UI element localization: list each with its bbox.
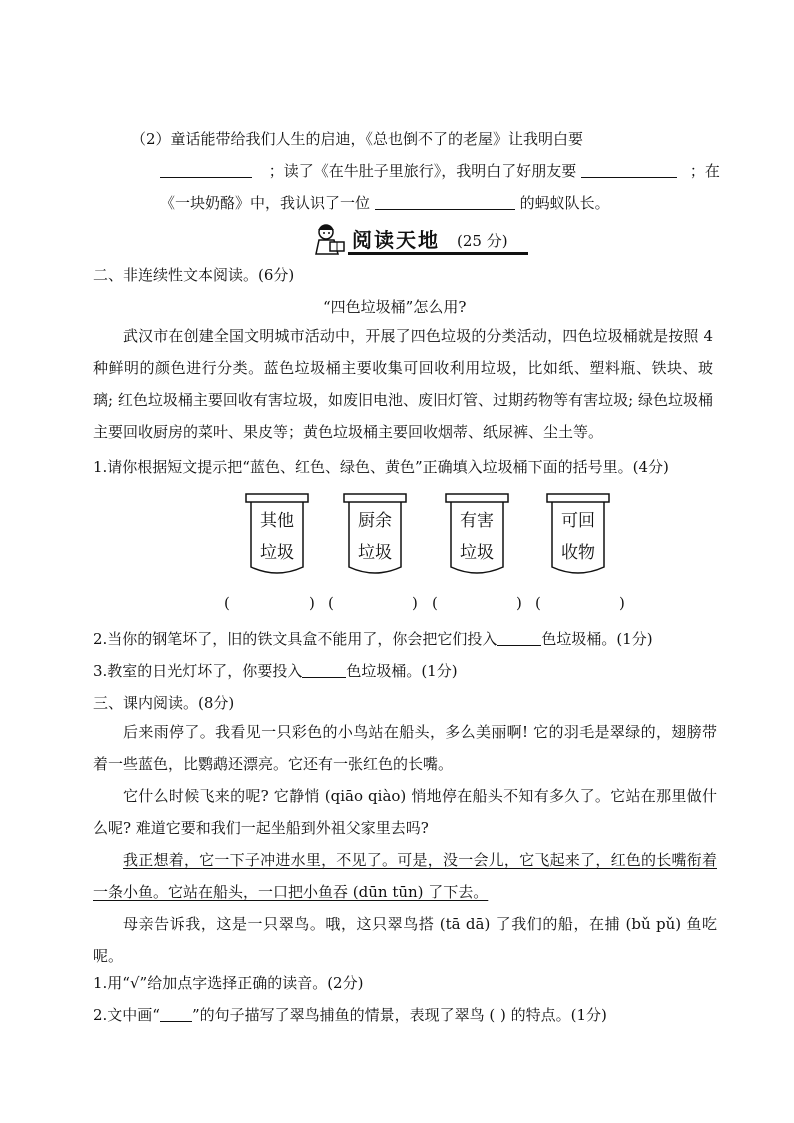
fairy-question-line2: ；读了《在牛肚子里旅行》，我明白了好朋友要 ；在 <box>160 160 720 182</box>
paren-close: ) <box>309 594 315 612</box>
trash-bins <box>240 493 620 578</box>
paren-open: ( <box>432 594 438 612</box>
article-title: “四色垃圾桶”怎么用? <box>323 298 467 316</box>
paren-close: ) <box>619 594 625 612</box>
trash-bin-other: 其他 垃圾 <box>245 493 309 577</box>
trash-bin-recyclable: 可回 收物 <box>546 493 610 577</box>
answer-blank[interactable] <box>497 629 541 646</box>
part2-heading: 二、非连续性文本阅读。(6分) <box>93 266 295 284</box>
fairy-question-line1: （2）童话能带给我们人生的启迪，《总也倒不了的老屋》让我明白要 <box>131 130 584 148</box>
part3-heading: 三、课内阅读。(8分) <box>93 694 235 712</box>
underline-sample <box>160 1005 192 1022</box>
paren-close: ) <box>412 594 418 612</box>
paren-close: ) <box>516 594 522 612</box>
part2-question-2: 2.当你的钢笔坏了，旧的铁文具盒不能用了，你会把它们投入 色垃圾桶。(1分) <box>93 630 653 648</box>
answer-blank[interactable] <box>581 161 677 178</box>
paren-open: ( <box>328 594 334 612</box>
passage-paragraph-2: 它什么时候飞来的呢? 它静悄 (qiāo qiào) 悄地停在船头不知有多久了。它站在那里做什么呢? 难道它要和我们一起坐船到外祖父家里去吗? <box>93 787 717 837</box>
reading-child-icon <box>312 222 348 256</box>
passage-paragraph-1: 后来雨停了。我看见一只彩色的小鸟站在船头，多么美丽啊! 它的羽毛是翠绿的，翅膀带着一些蓝色，比鹦鹉还漂亮。它还有一张红色的长嘴。 <box>93 723 717 773</box>
part3-question-2: 2.文中画“ ”的句子描写了翠鸟捕鱼的情景，表现了翠鸟 ( ) 的特点。(1分) <box>93 1006 607 1024</box>
section-score: (25 分) <box>457 232 508 250</box>
answer-blank[interactable] <box>302 661 346 678</box>
section-title: 阅读天地 <box>352 228 440 252</box>
paren-open: ( <box>535 594 541 612</box>
section-banner <box>312 220 532 260</box>
answer-blank[interactable] <box>375 193 515 210</box>
trash-bin-hazardous: 有害 垃圾 <box>445 493 509 577</box>
part2-question-3: 3.教室的日光灯坏了，你要投入 色垃圾桶。(1分) <box>93 662 458 680</box>
paren-open: ( <box>224 594 230 612</box>
part3-question-1: 1.用“√”给加点字选择正确的读音。(2分) <box>93 974 364 992</box>
section-underline <box>348 252 528 255</box>
fairy-question-line3: 《一块奶酪》中，我认识了一位 的蚂蚁队长。 <box>160 194 610 212</box>
trash-bin-kitchen: 厨余 垃圾 <box>343 493 407 577</box>
article-text: 武汉市在创建全国文明城市活动中，开展了四色垃圾的分类活动，四色垃圾桶就是按照 4 种鲜明的颜色进行分类。蓝色垃圾桶主要收集可回收利用垃圾，比如纸、塑料瓶、铁块、玻璃; 红色垃圾桶主要回收有害垃圾，如废旧电池、废旧灯管、过期药物等有害垃圾; 绿色垃圾桶主要回收厨房的菜叶、果皮等；黄色垃圾桶主要回收烟蒂、纸尿裤、尘土等。 <box>93 327 713 441</box>
part2-question-1: 1.请你根据短文提示把“蓝色、红色、绿色、黄色”正确填入垃圾桶下面的括号里。(4分) <box>93 458 669 476</box>
passage-paragraph-4: 母亲告诉我，这是一只翠鸟。哦，这只翠鸟搭 (tā dā) 了我们的船，在捕 (bǔ pǔ) 鱼吃呢。 <box>93 915 717 965</box>
answer-blank[interactable] <box>160 161 252 178</box>
passage-paragraph-3-underlined: 我正想着，它一下子冲进水里，不见了。可是，没一会儿，它飞起来了，红色的长嘴衔着一条小鱼。它站在船头，一口把小鱼吞 (dūn tūn) 了下去。 <box>93 851 717 901</box>
